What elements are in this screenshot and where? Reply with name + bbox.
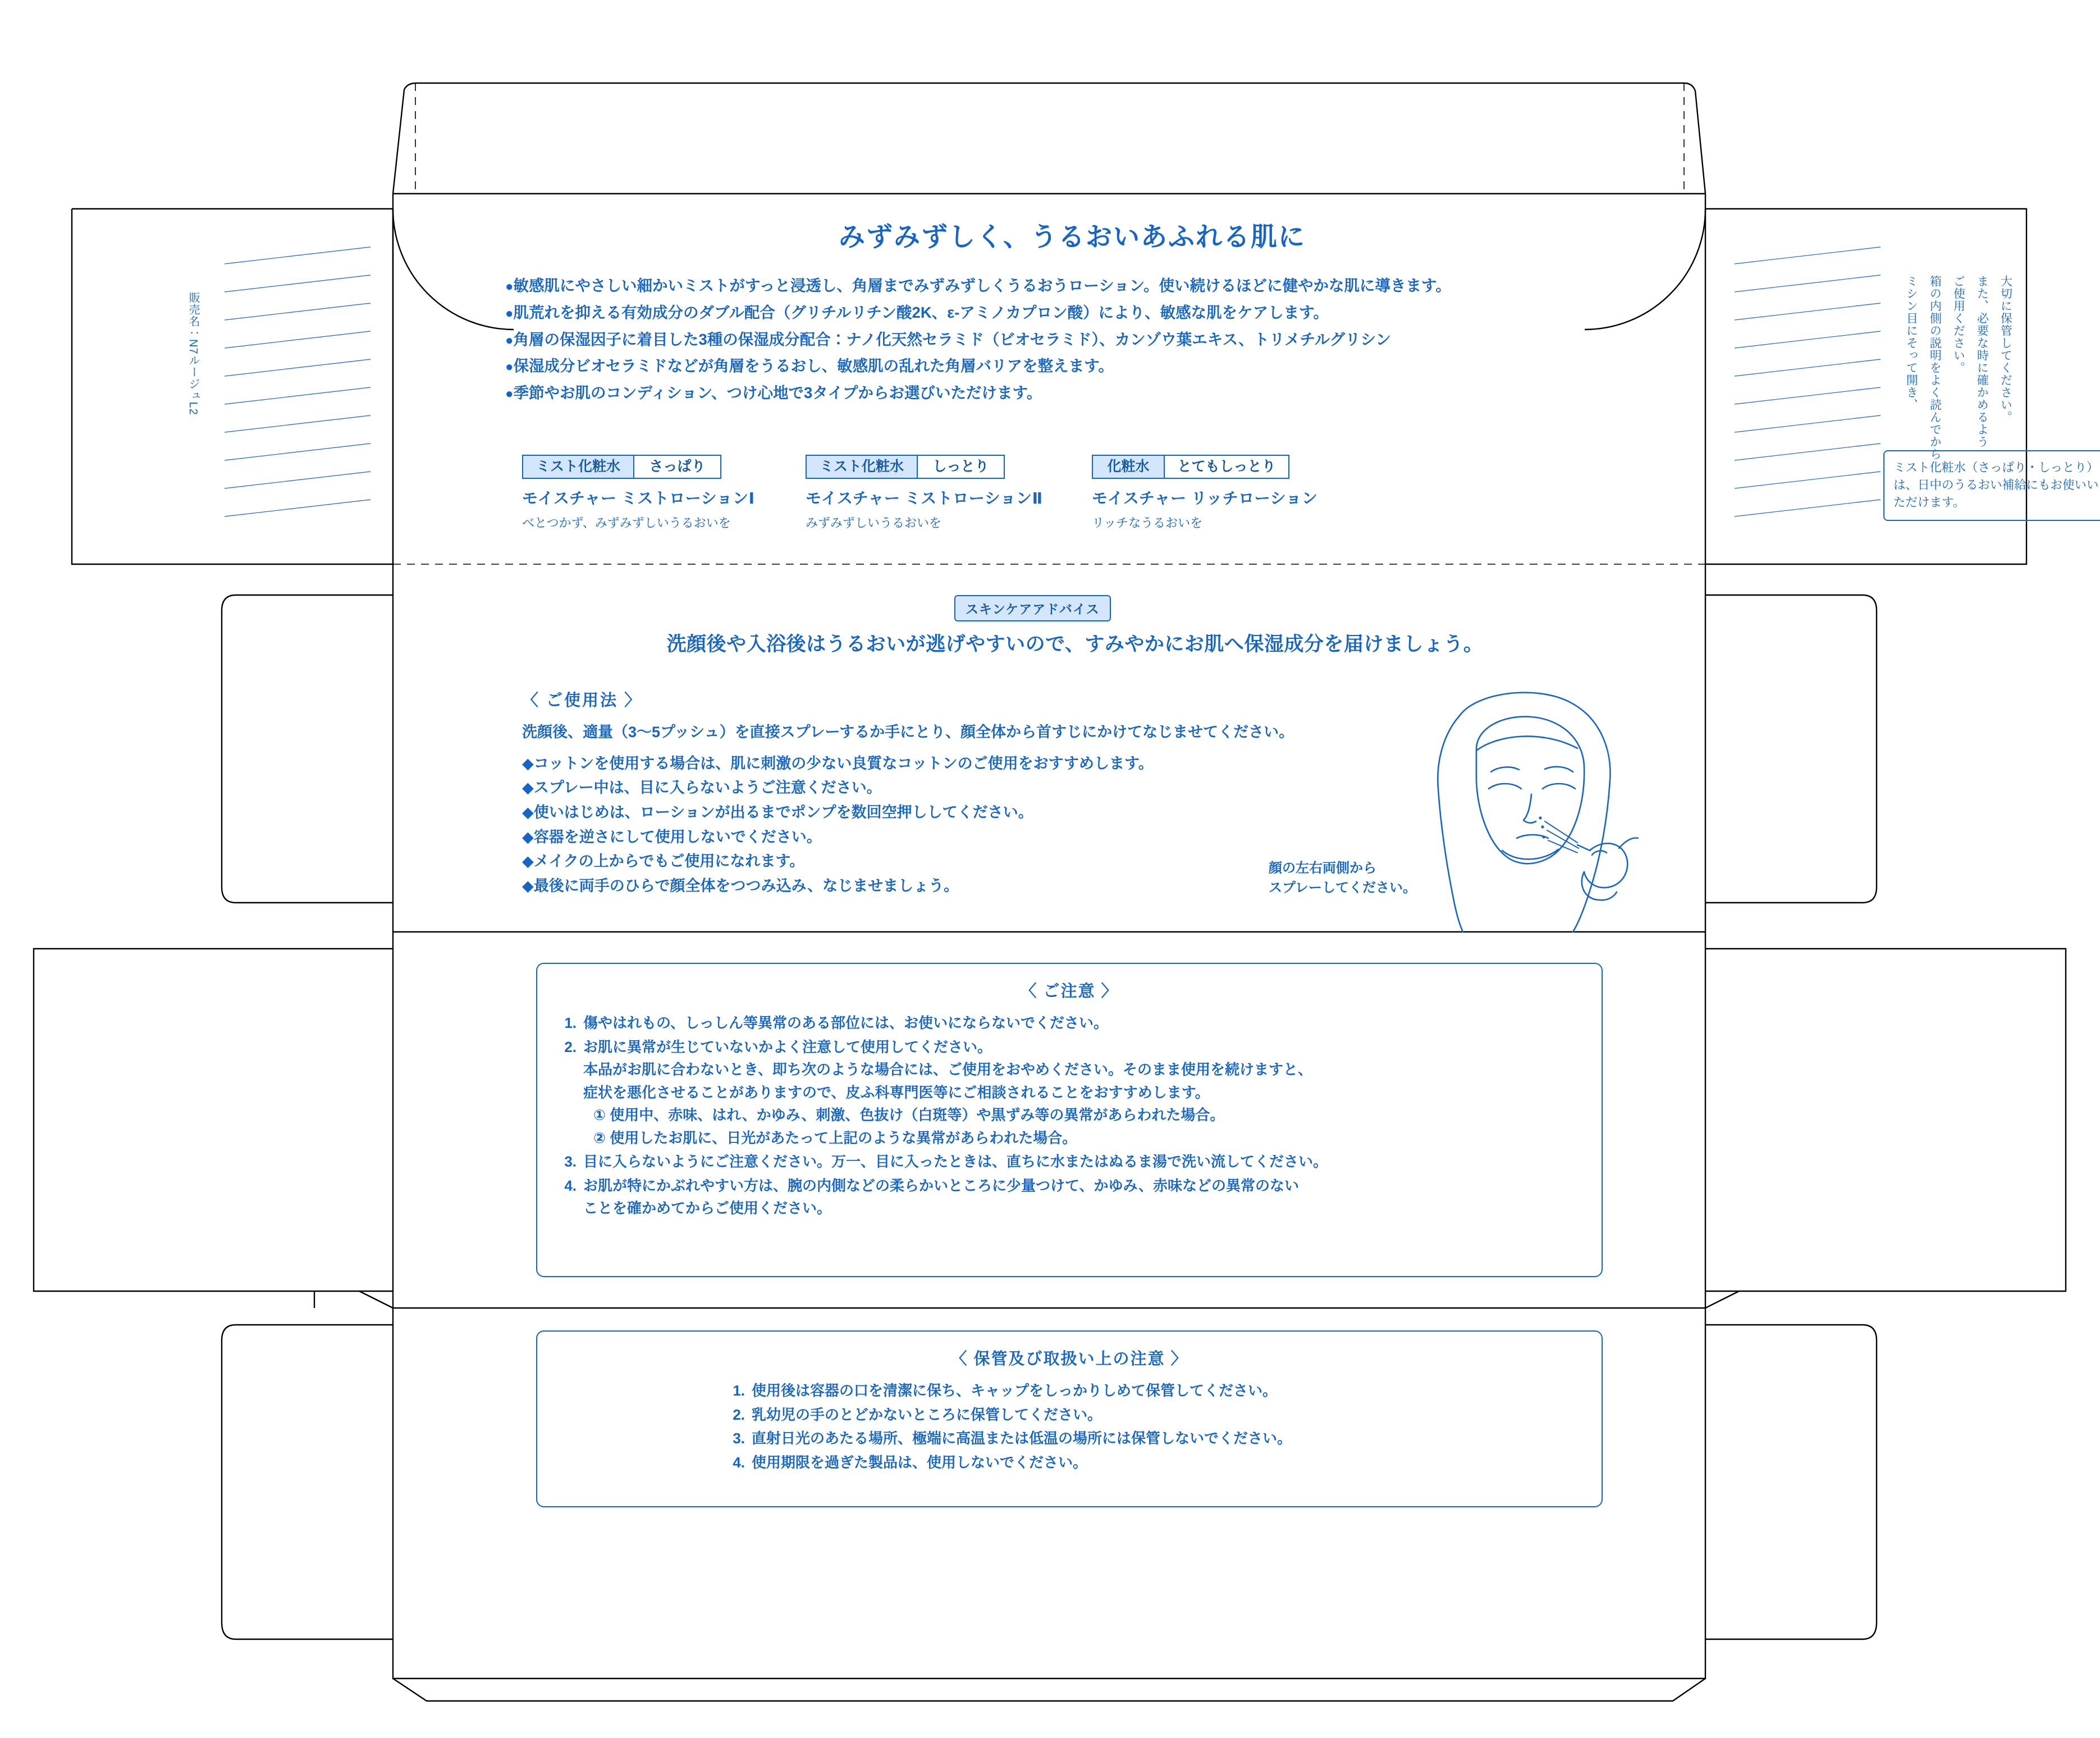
- storage-panel: [536, 1330, 1603, 1507]
- right-flap-line-2: 箱の内側の説明をよく読んでから: [1928, 275, 1942, 460]
- type-1-sub: べとつかず、みずみずしいうるおいを: [522, 516, 731, 530]
- status-badge-skincare-advice: スキンケアアドバイス: [954, 595, 1111, 621]
- type-1-chip-feel: さっぱり: [634, 455, 721, 479]
- caution-item-2-index: 2.: [564, 1038, 577, 1055]
- type-3-sub: リッチなうるおいを: [1092, 516, 1203, 530]
- type-2-name: モイスチャー ミストローションⅡ: [806, 490, 1043, 507]
- illustration-caption-line-2: スプレーしてください。: [1269, 880, 1417, 895]
- caution-item-2-sub-4: ② 使用したお肌に、日光があたって上記のような異常があらわれた場合。: [593, 1129, 1077, 1146]
- product-type-3: [1092, 455, 1361, 531]
- caution-item-3-text: 目に入らないようにご注意ください。万一、目に入ったときは、直ちに水またはぬるま湯で洗い流してください。: [583, 1153, 1328, 1170]
- right-flap-line-3: ご使用ください。: [1952, 275, 1965, 374]
- caution-item-4-text: お肌が特にかぶれやすい方は、腕の内側などの柔らかいところに少量つけて、かゆみ、赤味などの異常のない: [583, 1177, 1300, 1194]
- type-2-chip-category: ミスト化粧水: [806, 455, 918, 479]
- feature-bullet-list: [505, 274, 1639, 405]
- type-3-chip-feel: とてもしっとり: [1165, 455, 1289, 479]
- bullet-icon: ●: [505, 279, 514, 294]
- list-item: [728, 1379, 1579, 1402]
- caution-item-2-sub-2: 症状を悪化させることがありますので、皮ふ科専門医等にご相談されることをおすすめします。: [583, 1083, 1210, 1101]
- advice-headline: 洗顔後や入浴後はうるおいが逃げやすいので、すみやかにお肌へ保湿成分を届けましょう。: [666, 633, 1484, 655]
- illustration-caption: [1269, 859, 1416, 898]
- bullet-icon: ●: [505, 359, 514, 375]
- right-flap-line-1: ミシン目にそって開き、: [1905, 275, 1918, 411]
- list-item: [560, 1036, 1579, 1150]
- caution-item-list: [560, 1012, 1579, 1220]
- caution-item-2-sub-1: 本品がお肌に合わないとき、即ち次のような場合には、ご使用をおやめください。そのまま使用を続けますと、: [583, 1061, 1312, 1078]
- list-item: [728, 1451, 1579, 1474]
- type-3-chip-category: 化粧水: [1092, 455, 1165, 479]
- list-item: ●敏感肌にやさしい細かいミストがすっと浸透し、角層までみずみずしくうるおうローション。使い続けるほどに健やかな肌に導きます。: [505, 277, 1451, 294]
- caution-item-4-index: 4.: [564, 1177, 577, 1194]
- list-item: [728, 1427, 1579, 1450]
- caution-item-1-index: 1.: [564, 1014, 577, 1031]
- caution-item-3-index: 3.: [564, 1153, 577, 1170]
- bullet-icon: ●: [505, 332, 514, 348]
- storage-item-4-index: 4.: [733, 1453, 745, 1471]
- type-2-sub: みずみずしいうるおいを: [806, 516, 942, 530]
- list-item: [560, 1150, 1579, 1173]
- list-item: [560, 1012, 1579, 1035]
- type-3-chip-group: [1092, 455, 1361, 479]
- bullet-icon: ●: [505, 386, 514, 402]
- product-type-1: [522, 455, 791, 531]
- storage-item-3-text: 直射日光のあたる場所、極端に高温または低温の場所には保管しないでください。: [752, 1430, 1292, 1447]
- list-item: ●季節やお肌のコンディション、つけ心地で3タイプからお選びいただけます。: [505, 384, 1042, 402]
- usage-title: 〈 ご使用法 〉: [522, 692, 643, 710]
- type-1-chip-category: ミスト化粧水: [522, 455, 634, 479]
- main-panel: [505, 216, 1639, 408]
- caution-item-2-text: お肌に異常が生じていないかよく注意して使用してください。: [583, 1038, 992, 1055]
- right-flap-line-5: 大切に保管してください。: [1999, 275, 2012, 423]
- type-2-chip-feel: しっとり: [918, 455, 1005, 479]
- list-item: ●肌荒れを抑える有効成分のダブル配合（グリチルリチン酸2K、ε-アミノカプロン酸）により、敏感な肌をケアします。: [505, 303, 1329, 321]
- right-flap-line-4: また、必要な時に確かめるよう: [1975, 275, 1989, 448]
- list-item: [560, 1174, 1579, 1220]
- caution-item-1-text: 傷やはれもの、しっしん等異常のある部位には、お使いにならないでください。: [583, 1014, 1108, 1031]
- usage-lead: 洗顔後、適量（3〜5プッシュ）を直接スプレーするか手にとり、顔全体から首すじにかけてなじませてください。: [522, 724, 1294, 740]
- illustration-caption-line-1: 顔の左右両側から: [1269, 861, 1376, 876]
- list-item: [728, 1403, 1579, 1426]
- page-title: みずみずしく、うるおいあふれる肌に: [838, 222, 1306, 251]
- storage-title: 〈 保管及び取扱い上の注意 〉: [950, 1350, 1188, 1368]
- caution-title: 〈 ご注意 〉: [1020, 982, 1119, 1000]
- storage-item-2-text: 乳幼児の手のとどかないところに保管してください。: [752, 1406, 1102, 1423]
- usage-note-box: ミスト化粧水（さっぱり・しっとり）は、日中のうるおい補給にもお使いいただけます。: [1883, 450, 2100, 521]
- list-item: ◆スプレー中は、目に入らないようご注意ください。: [522, 779, 882, 797]
- caution-panel: [536, 963, 1603, 1277]
- list-item: ◆最後に両手のひらで顔全体をつつみ込み、なじませましょう。: [522, 877, 959, 895]
- list-item: ◆容器を逆さにして使用しないでください。: [522, 828, 822, 845]
- list-item: ●保湿成分ビオセラミドなどが角層をうるおし、敏感肌の乱れた角層バリアを整えます。: [505, 357, 1114, 375]
- type-1-name: モイスチャー ミストローションⅠ: [522, 490, 755, 507]
- product-type-2: [806, 455, 1081, 531]
- list-item: ◆使いはじめは、ローションが出るまでポンプを数回空押ししてください。: [522, 803, 1033, 821]
- caution-item-4-sub-1: ことを確かめてからご使用ください。: [583, 1200, 832, 1217]
- face-spray-illustration: [1392, 682, 1684, 935]
- bullet-icon: ●: [505, 305, 514, 321]
- storage-item-1-index: 1.: [733, 1382, 745, 1399]
- storage-item-3-index: 3.: [733, 1430, 745, 1447]
- type-1-chip-group: [522, 455, 791, 479]
- storage-item-4-text: 使用期限を過ぎた製品は、使用しないでください。: [752, 1453, 1088, 1471]
- caution-item-2-sub-3: ① 使用中、赤味、はれ、かゆみ、刺激、色抜け（白斑等）や黒ずみ等の異常があらわれた場合。: [593, 1106, 1225, 1124]
- storage-item-2-index: 2.: [733, 1406, 745, 1423]
- type-2-chip-group: [806, 455, 1081, 479]
- storage-item-list: [728, 1379, 1579, 1474]
- list-item: ●角層の保湿因子に着目した3種の保湿成分配合：ナノ化天然セラミド（ビオセラミド）、カンゾウ葉エキス、トリメチルグリシン: [505, 330, 1391, 348]
- left-flap-product-code: 販売名：N7ルージュL2: [187, 292, 199, 415]
- type-3-name: モイスチャー リッチローション: [1092, 490, 1318, 507]
- storage-item-1-text: 使用後は容器の口を清潔に保ち、キャップをしっかりしめて保管してください。: [752, 1382, 1278, 1399]
- product-type-row: [522, 455, 2099, 556]
- list-item: ◆コットンを使用する場合は、肌に刺激の少ない良質なコットンのご使用をおすすめします。: [522, 754, 1154, 772]
- list-item: ◆メイクの上からでもご使用になれます。: [522, 853, 805, 870]
